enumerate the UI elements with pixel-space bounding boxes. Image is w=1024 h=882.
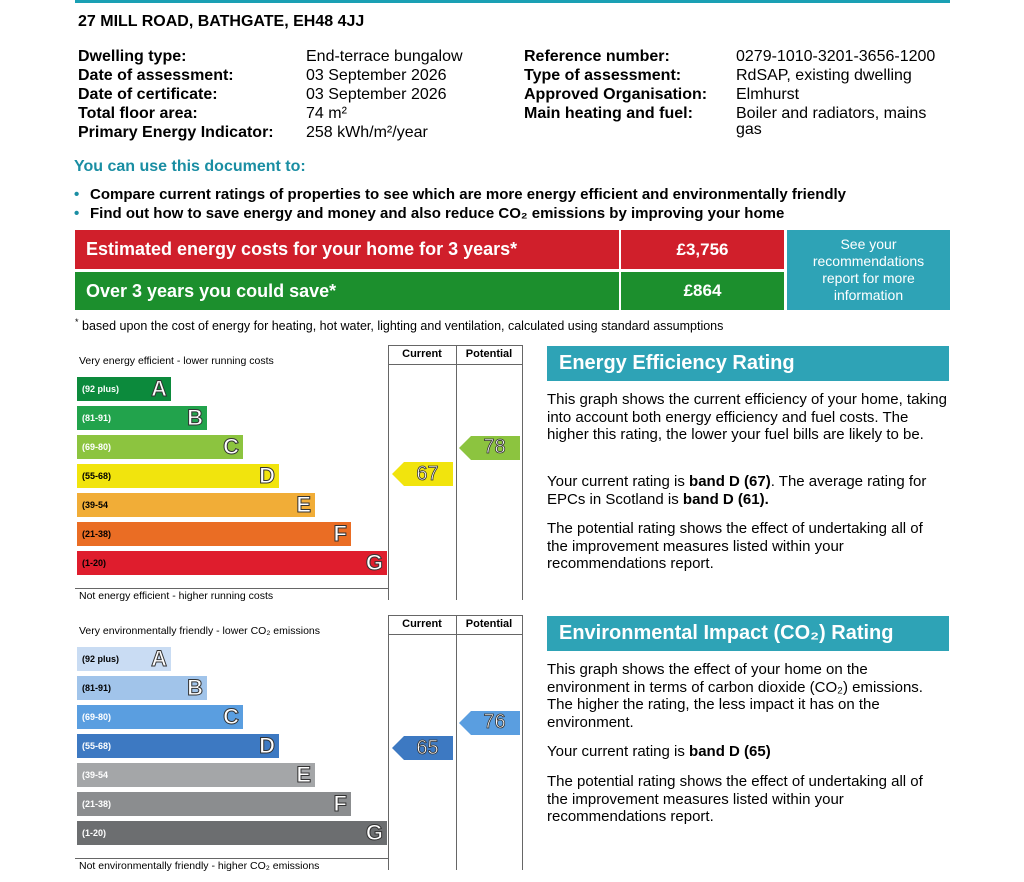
energy-current-header: Current <box>402 348 442 360</box>
energy-top-border <box>388 345 522 346</box>
env-band-f <box>77 792 351 816</box>
heating-fuel-label: Main heating and fuel: <box>524 105 693 122</box>
energy-band-letter: F <box>333 521 347 546</box>
estimated-costs-value: £3,756 <box>621 230 784 269</box>
environmental-rating-desc: This graph shows the effect of your home on the environment in terms of carbon dioxide (CO₂) emissions. The higher the rating, the less impact it has on the environment. <box>547 661 923 731</box>
env-right-border <box>522 615 523 870</box>
energy-top-caption: Very energy efficient - lower running costs <box>79 355 274 367</box>
env-band-range: (92 plus) <box>82 654 120 664</box>
dwelling-type-value: End-terrace bungalow <box>306 48 463 65</box>
dwelling-type-label: Dwelling type: <box>78 48 187 65</box>
energy-potential-col-border <box>456 345 457 600</box>
energy-rating-potential: The potential rating shows the effect of undertaking all of the improvement measures listed within your recommendations report. <box>547 520 923 572</box>
env-band-c <box>77 705 243 729</box>
details-left <box>78 47 463 142</box>
env-current-col-border <box>388 615 389 870</box>
assessment-date-value: 03 September 2026 <box>306 67 447 84</box>
assessment-type-label: Type of assessment: <box>524 67 682 84</box>
env-band-a <box>77 647 171 671</box>
list-item: • Compare current ratings of properties to see which are more energy efficient and environmentally friendly <box>74 186 847 203</box>
env-current-header: Current <box>402 618 442 630</box>
env-band-e <box>77 763 315 787</box>
header-rule <box>75 0 950 3</box>
energy-band-c <box>77 435 243 459</box>
energy-bottom-border <box>75 588 388 589</box>
env-band-letter: E <box>296 762 311 787</box>
energy-band-letter: B <box>187 405 203 430</box>
energy-band-range: (55-68) <box>82 471 112 481</box>
energy-rating-title: Energy Efficiency Rating <box>547 346 949 381</box>
energy-band-range: (39-54 <box>82 500 109 510</box>
env-band-range: (21-38) <box>82 799 112 809</box>
energy-band-letter: C <box>223 434 239 459</box>
energy-band-e <box>77 493 315 517</box>
property-address: 27 MILL ROAD, BATHGATE, EH48 4JJ <box>78 13 365 30</box>
uses-title: You can use this document to: <box>74 158 306 175</box>
environmental-impact-chart <box>75 615 524 870</box>
energy-band-letter: E <box>296 492 311 517</box>
certificate-date-label: Date of certificate: <box>78 86 218 103</box>
energy-right-border <box>522 345 523 600</box>
energy-potential-header: Potential <box>465 348 513 360</box>
energy-header-border <box>388 364 522 365</box>
savings-label: Over 3 years you could save* <box>75 272 619 310</box>
energy-rating-current: Your current rating is band D (67). The average rating for EPCs in Scotland is band D (61). <box>547 473 927 508</box>
energy-band-range: (1-20) <box>82 558 107 568</box>
recommendations-link[interactable]: See your recommendations report for more information <box>787 230 950 310</box>
env-band-range: (1-20) <box>82 828 107 838</box>
environmental-rating-current: Your current rating is band D (65) <box>547 743 771 760</box>
approved-org-label: Approved Organisation: <box>524 86 708 103</box>
energy-band-d <box>77 464 279 488</box>
energy-current-arrow <box>392 462 453 486</box>
env-band-range: (69-80) <box>82 712 112 722</box>
uses-list <box>74 185 846 223</box>
env-potential-arrow-value: 76 <box>483 711 506 734</box>
env-potential-col-border <box>456 615 457 870</box>
env-bottom-caption: Not environmentally friendly - higher CO₂ emissions <box>79 860 320 872</box>
energy-bottom-caption: Not energy efficient - higher running costs <box>79 590 274 602</box>
env-band-letter: C <box>223 704 239 729</box>
env-band-range: (81-91) <box>82 683 112 693</box>
env-band-letter: G <box>365 820 383 845</box>
energy-band-range: (21-38) <box>82 529 112 539</box>
energy-indicator-label: Primary Energy Indicator: <box>78 124 274 141</box>
reference-number-label: Reference number: <box>524 48 670 65</box>
assessment-type-value: RdSAP, existing dwelling <box>736 67 912 84</box>
floor-area-label: Total floor area: <box>78 105 198 122</box>
energy-band-f <box>77 522 351 546</box>
energy-rating-desc: This graph shows the current efficiency of your home, taking into account both energy efficiency and fuel costs. The higher this rating, the lower your fuel bills are likely to be. <box>547 391 947 443</box>
env-band-letter: B <box>187 675 203 700</box>
env-band-g <box>77 821 387 845</box>
heating-fuel-value-cont: gas <box>736 121 762 138</box>
env-band-letter: F <box>333 791 347 816</box>
env-current-arrow-value: 65 <box>416 736 439 759</box>
floor-area-value: 74 m² <box>306 105 347 122</box>
energy-band-g <box>77 551 387 575</box>
env-band-b <box>77 676 207 700</box>
env-top-border <box>388 615 522 616</box>
env-band-range: (55-68) <box>82 741 112 751</box>
env-header-border <box>388 634 522 635</box>
env-band-letter: D <box>259 733 275 758</box>
estimated-costs-label: Estimated energy costs for your home for 3 years* <box>75 230 619 269</box>
details-right <box>524 47 935 137</box>
savings-value: £864 <box>621 272 784 310</box>
env-band-range: (39-54 <box>82 770 109 780</box>
energy-efficiency-chart <box>75 345 524 600</box>
energy-potential-arrow-value: 78 <box>483 436 506 459</box>
env-bottom-border <box>75 858 388 859</box>
env-current-arrow <box>392 736 453 760</box>
energy-band-letter: A <box>151 376 167 401</box>
environmental-rating-potential: The potential rating shows the effect of undertaking all of the improvement measures listed within your recommendations report. <box>547 773 923 825</box>
env-band-letter: A <box>151 646 167 671</box>
environmental-rating-title: Environmental Impact (CO₂) Rating <box>547 616 949 651</box>
energy-current-arrow-value: 67 <box>416 462 439 485</box>
env-potential-header: Potential <box>465 618 513 630</box>
list-item: • Find out how to save energy and money and also reduce CO₂ emissions by improving your home <box>74 205 785 222</box>
heating-fuel-value: Boiler and radiators, mains <box>736 105 927 122</box>
env-band-d <box>77 734 279 758</box>
energy-band-range: (69-80) <box>82 442 112 452</box>
footnote: * based upon the cost of energy for heating, hot water, lighting and ventilation, calculated using standard assumptions <box>75 317 724 334</box>
energy-band-range: (92 plus) <box>82 384 120 394</box>
energy-potential-arrow <box>459 436 520 460</box>
reference-number-value: 0279-1010-3201-3656-1200 <box>736 48 936 65</box>
env-top-caption: Very environmentally friendly - lower CO₂ emissions <box>79 625 320 637</box>
energy-band-range: (81-91) <box>82 413 112 423</box>
energy-indicator-value: 258 kWh/m²/year <box>306 124 428 141</box>
env-potential-arrow <box>459 711 520 735</box>
energy-band-letter: D <box>259 463 275 488</box>
certificate-date-value: 03 September 2026 <box>306 86 447 103</box>
energy-band-a <box>77 377 171 401</box>
energy-band-b <box>77 406 207 430</box>
assessment-date-label: Date of assessment: <box>78 67 234 84</box>
energy-band-letter: G <box>365 550 383 575</box>
energy-current-col-border <box>388 345 389 600</box>
approved-org-value: Elmhurst <box>736 86 800 103</box>
